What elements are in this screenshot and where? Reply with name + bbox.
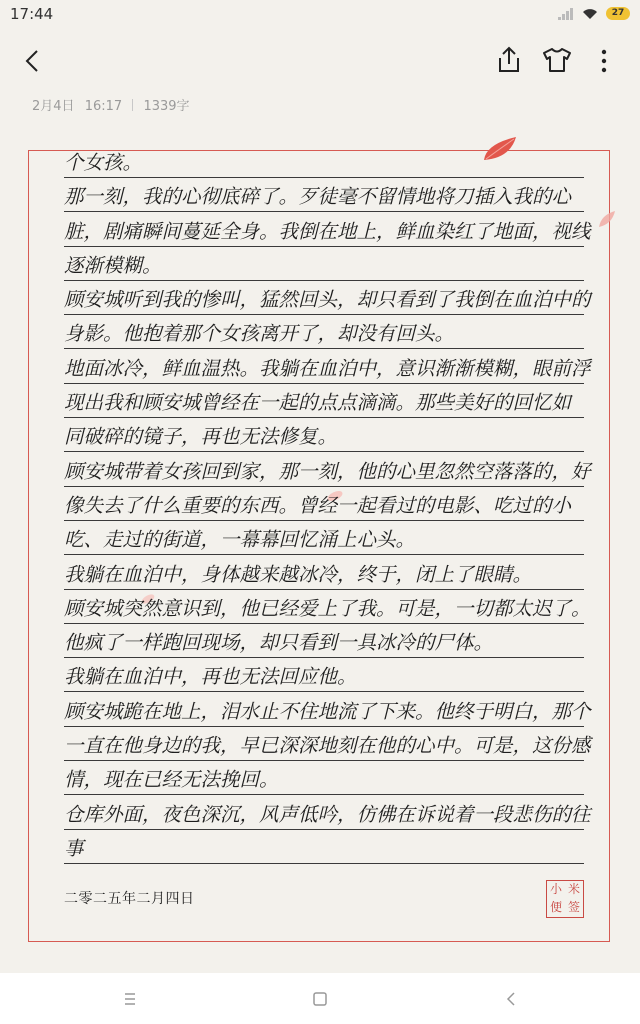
status-time: 17:44 [10, 5, 54, 23]
note-line: 顾安城带着女孩回到家，那一刻，他的心里忽然空落落的，好 [64, 455, 584, 489]
note-line: 他疯了一样跑回现场，却只看到一具冰冷的尸体。 [64, 626, 584, 660]
note-line: 身影。他抱着那个女孩离开了，却没有回头。 [64, 317, 584, 351]
note-line: 顾安城听到我的惨叫，猛然回头，却只看到了我倒在血泊中的 [64, 283, 584, 317]
note-line: 情，现在已经无法挽回。 [64, 763, 584, 797]
seal-char: 签 [567, 900, 580, 914]
note-time: 16:17 [84, 99, 123, 114]
note-line: 现出我和顾安城曾经在一起的点点滴滴。那些美好的回忆如 [64, 386, 584, 420]
note-line-partial-top: 个女孩。 [64, 146, 584, 180]
battery-level: 27 [611, 8, 625, 18]
seal-char: 米 [567, 882, 580, 896]
note-line: 吃、走过的街道，一幕幕回忆涌上心头。 [64, 523, 584, 557]
wifi-icon [582, 8, 598, 20]
signal-icon [558, 8, 574, 20]
note-line: 逐渐模糊。 [64, 249, 584, 283]
note-line: 顾安城跪在地上，泪水止不住地流了下来。他终于明白，那个 [64, 695, 584, 729]
footer-date: 二零二五年二月四日 [64, 891, 195, 907]
note-line: 仓库外面，夜色深沉，风声低吟，仿佛在诉说着一段悲伤的往 [64, 798, 584, 832]
more-icon[interactable] [592, 46, 616, 76]
menu-icon[interactable] [118, 988, 142, 1010]
note-line: 一直在他身边的我，早已深深地刻在他的心中。可是，这份感 [64, 729, 584, 763]
battery-icon [606, 7, 630, 20]
petal-decoration [596, 208, 618, 230]
note-date: 2月4日 [32, 99, 75, 114]
note-line: 那一刻，我的心彻底碎了。歹徒毫不留情地将刀插入我的心 [64, 180, 584, 214]
seal-char: 便 [549, 900, 562, 914]
note-line: 同破碎的镜子，再也无法修复。 [64, 420, 584, 454]
note-line: 我躺在血泊中，身体越来越冰冷，终于，闭上了眼睛。 [64, 558, 584, 592]
share-icon[interactable] [494, 44, 524, 76]
header-toolbar [0, 40, 640, 80]
shirt-theme-icon[interactable] [540, 44, 574, 76]
note-content[interactable] [64, 151, 591, 860]
note-meta [32, 95, 190, 114]
navigation-bar [0, 973, 640, 1024]
note-line: 我躺在血泊中，再也无法回应他。 [64, 660, 584, 694]
note-line-partial-bottom: 事 [64, 832, 584, 866]
back-icon[interactable] [18, 46, 48, 76]
back-nav-icon[interactable] [500, 988, 524, 1010]
seal-char: 小 [549, 882, 562, 896]
note-line: 地面冰冷，鲜血温热。我躺在血泊中，意识渐渐模糊，眼前浮 [64, 352, 584, 386]
status-bar [0, 0, 640, 28]
note-line: 顾安城突然意识到，他已经爱上了我。可是，一切都太迟了。 [64, 592, 584, 626]
xiaomi-notes-seal [546, 880, 584, 918]
home-icon[interactable] [308, 988, 332, 1010]
note-line: 像失去了什么重要的东西。曾经一起看过的电影、吃过的小 [64, 489, 584, 523]
word-count: 1339字 [143, 99, 190, 114]
note-line: 脏，剧痛瞬间蔓延全身。我倒在地上，鲜血染红了地面，视线 [64, 215, 584, 249]
meta-divider [132, 99, 133, 111]
